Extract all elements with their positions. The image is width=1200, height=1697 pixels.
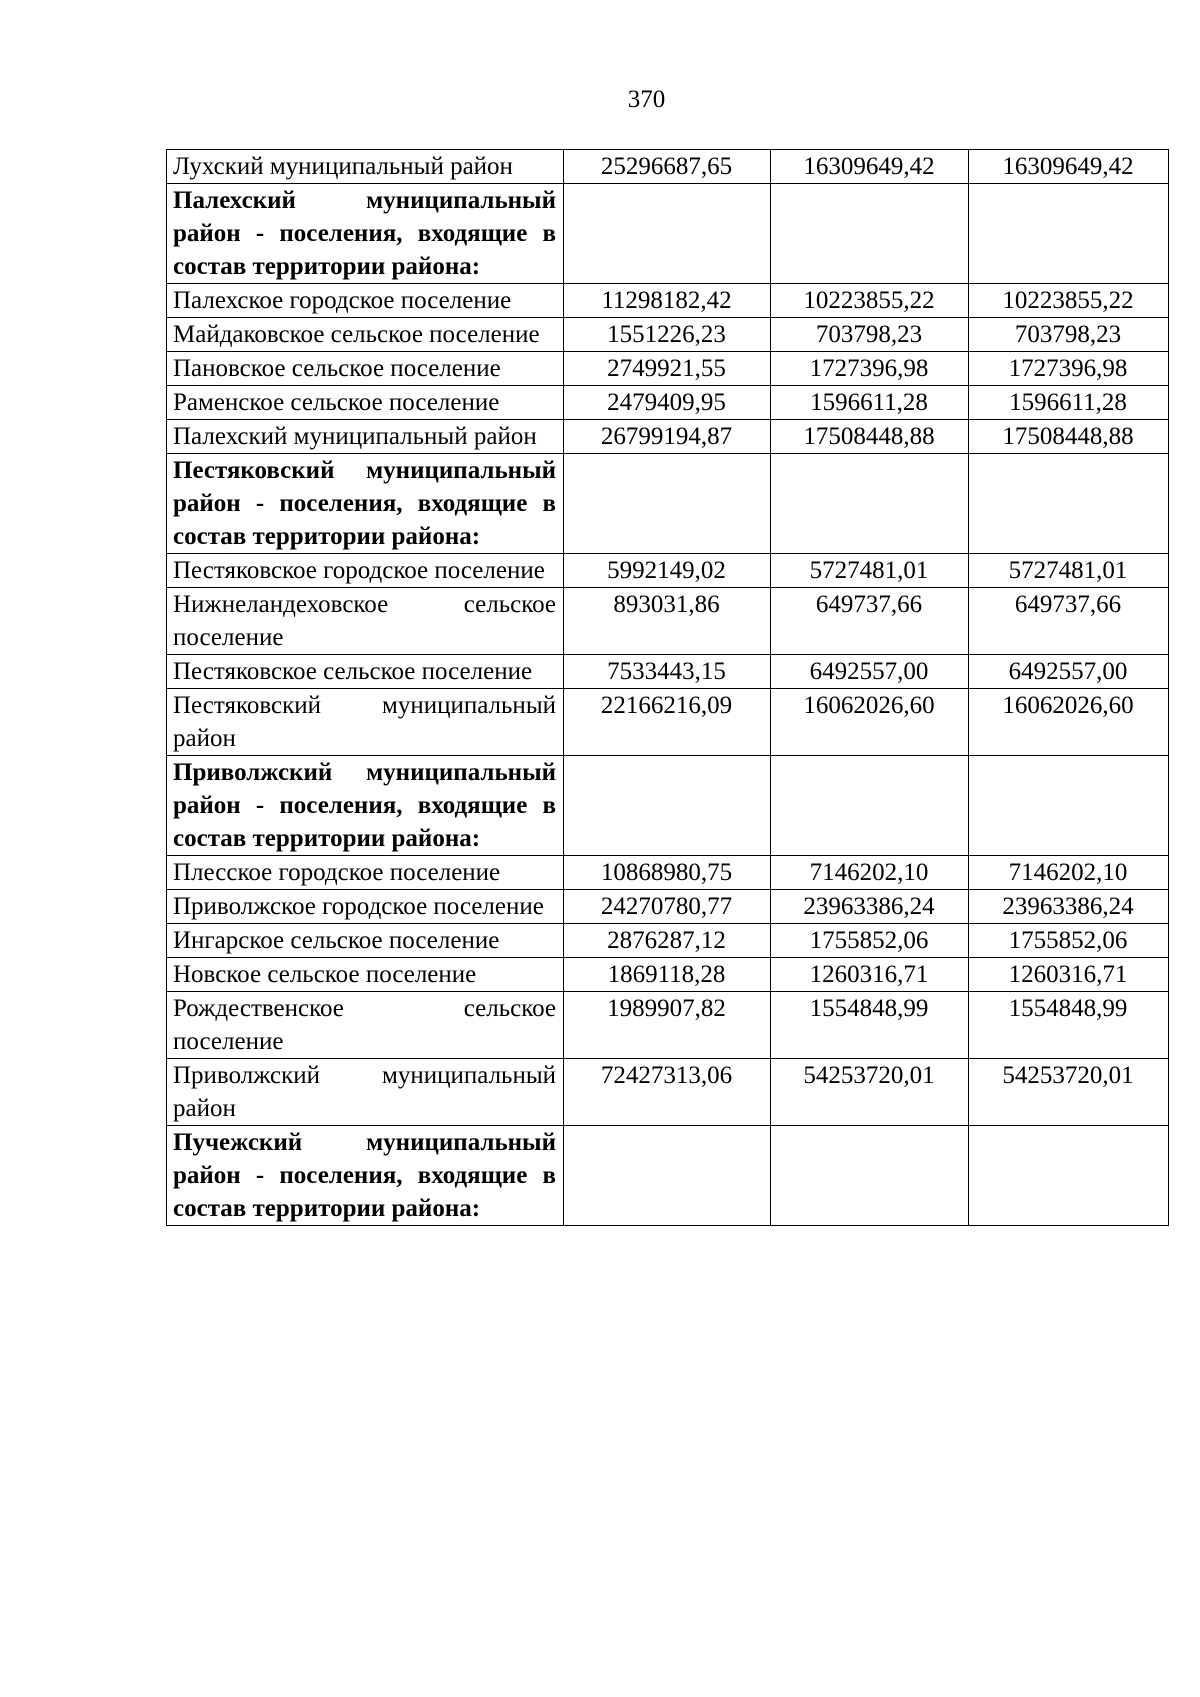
settlement-name-cell: Пестяковский муниципальный район (167, 689, 564, 756)
budget-table (166, 149, 1169, 1226)
table-row (167, 856, 1169, 890)
value-cell-1 (564, 756, 771, 856)
value-cell-2 (771, 1126, 969, 1226)
table-row (167, 890, 1169, 924)
value-cell-2: 703798,23 (771, 318, 969, 352)
value-cell-1: 26799194,87 (564, 420, 771, 454)
settlement-name-cell: Плесское городское поселение (167, 856, 564, 890)
value-cell-2: 23963386,24 (771, 890, 969, 924)
value-cell-1: 10868980,75 (564, 856, 771, 890)
settlement-name-cell: Пестяковское городское поселение (167, 554, 564, 588)
table-row (167, 284, 1169, 318)
value-cell-2: 5727481,01 (771, 554, 969, 588)
value-cell-2 (771, 184, 969, 284)
value-cell-1: 72427313,06 (564, 1059, 771, 1126)
table-row (167, 1059, 1169, 1126)
table-row (167, 352, 1169, 386)
section-title-cell: Пестяковский муниципальный район - поселения, входящие в состав территории района: (167, 454, 564, 554)
table-row (167, 554, 1169, 588)
value-cell-2: 16309649,42 (771, 150, 969, 184)
value-cell-3 (969, 454, 1169, 554)
value-cell-2: 7146202,10 (771, 856, 969, 890)
settlement-name-cell: Приволжское городское поселение (167, 890, 564, 924)
value-cell-2: 54253720,01 (771, 1059, 969, 1126)
value-cell-2 (771, 454, 969, 554)
value-cell-2: 1755852,06 (771, 924, 969, 958)
table-row (167, 588, 1169, 655)
value-cell-3: 16309649,42 (969, 150, 1169, 184)
value-cell-1: 24270780,77 (564, 890, 771, 924)
value-cell-2: 17508448,88 (771, 420, 969, 454)
value-cell-3: 6492557,00 (969, 655, 1169, 689)
value-cell-3: 1260316,71 (969, 958, 1169, 992)
value-cell-1: 2749921,55 (564, 352, 771, 386)
value-cell-1 (564, 1126, 771, 1226)
value-cell-3 (969, 1126, 1169, 1226)
value-cell-2: 1554848,99 (771, 992, 969, 1059)
value-cell-1: 1989907,82 (564, 992, 771, 1059)
value-cell-3 (969, 756, 1169, 856)
value-cell-1: 1551226,23 (564, 318, 771, 352)
section-title-cell: Пучежский муниципальный район - поселения, входящие в состав территории района: (167, 1126, 564, 1226)
page-number: 370 (627, 86, 666, 113)
table-row (167, 420, 1169, 454)
value-cell-2: 10223855,22 (771, 284, 969, 318)
table-row (167, 924, 1169, 958)
value-cell-3: 703798,23 (969, 318, 1169, 352)
value-cell-3: 1554848,99 (969, 992, 1169, 1059)
value-cell-1: 5992149,02 (564, 554, 771, 588)
section-title-cell: Палехский муниципальный район - поселения, входящие в состав территории района: (167, 184, 564, 284)
value-cell-1: 25296687,65 (564, 150, 771, 184)
settlement-name-cell: Майдаковское сельское поселение (167, 318, 564, 352)
section-header-row (167, 184, 1169, 284)
value-cell-3: 7146202,10 (969, 856, 1169, 890)
value-cell-2: 649737,66 (771, 588, 969, 655)
value-cell-3: 54253720,01 (969, 1059, 1169, 1126)
settlement-name-cell: Приволжский муниципальный район (167, 1059, 564, 1126)
settlement-name-cell: Палехский муниципальный район (167, 420, 564, 454)
value-cell-1 (564, 184, 771, 284)
section-header-row (167, 1126, 1169, 1226)
table-row (167, 318, 1169, 352)
table-row (167, 958, 1169, 992)
value-cell-1: 11298182,42 (564, 284, 771, 318)
settlement-name-cell: Раменское сельское поселение (167, 386, 564, 420)
settlement-name-cell: Рождественское сельское поселение (167, 992, 564, 1059)
value-cell-3: 16062026,60 (969, 689, 1169, 756)
settlement-name-cell: Нижнеландеховское сельское поселение (167, 588, 564, 655)
value-cell-3: 17508448,88 (969, 420, 1169, 454)
section-title-cell: Приволжский муниципальный район - поселения, входящие в состав территории района: (167, 756, 564, 856)
settlement-name-cell: Новское сельское поселение (167, 958, 564, 992)
settlement-name-cell: Палехское городское поселение (167, 284, 564, 318)
table-row (167, 992, 1169, 1059)
value-cell-1: 893031,86 (564, 588, 771, 655)
settlement-name-cell: Лухский муниципальный район (167, 150, 564, 184)
table-row (167, 689, 1169, 756)
settlement-name-cell: Пестяковское сельское поселение (167, 655, 564, 689)
value-cell-2 (771, 756, 969, 856)
value-cell-2: 1260316,71 (771, 958, 969, 992)
value-cell-3: 1727396,98 (969, 352, 1169, 386)
value-cell-3: 23963386,24 (969, 890, 1169, 924)
value-cell-1: 2876287,12 (564, 924, 771, 958)
value-cell-2: 6492557,00 (771, 655, 969, 689)
table-row (167, 150, 1169, 184)
value-cell-3: 1755852,06 (969, 924, 1169, 958)
value-cell-3: 1596611,28 (969, 386, 1169, 420)
value-cell-1: 1869118,28 (564, 958, 771, 992)
table-row (167, 655, 1169, 689)
value-cell-3: 649737,66 (969, 588, 1169, 655)
value-cell-1: 22166216,09 (564, 689, 771, 756)
value-cell-3: 5727481,01 (969, 554, 1169, 588)
value-cell-1: 7533443,15 (564, 655, 771, 689)
value-cell-3: 10223855,22 (969, 284, 1169, 318)
settlement-name-cell: Пановское сельское поселение (167, 352, 564, 386)
settlement-name-cell: Ингарское сельское поселение (167, 924, 564, 958)
value-cell-3 (969, 184, 1169, 284)
section-header-row (167, 756, 1169, 856)
table-row (167, 386, 1169, 420)
value-cell-1: 2479409,95 (564, 386, 771, 420)
value-cell-1 (564, 454, 771, 554)
table-body (167, 150, 1169, 1226)
value-cell-2: 16062026,60 (771, 689, 969, 756)
value-cell-2: 1727396,98 (771, 352, 969, 386)
value-cell-2: 1596611,28 (771, 386, 969, 420)
section-header-row (167, 454, 1169, 554)
